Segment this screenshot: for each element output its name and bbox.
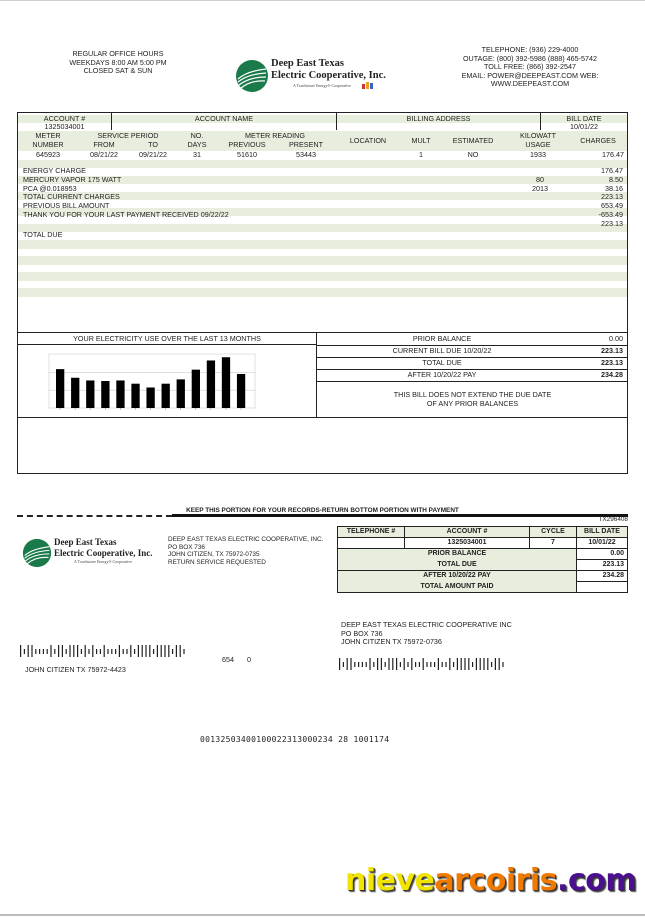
chart-title-divider — [17, 344, 317, 345]
barcode-bar — [502, 662, 503, 667]
stub-cycle-header: CYCLE — [530, 527, 577, 538]
barcode-bar — [54, 649, 55, 654]
logo-tagline: A Touchstone Energy® Cooperative — [293, 83, 352, 88]
postal-barcode-remit — [339, 658, 509, 670]
barcode-bar — [85, 645, 86, 657]
barcode-bar — [358, 662, 359, 667]
barcode-bar — [491, 662, 492, 667]
usage-bar — [146, 387, 154, 408]
barcode-bar — [66, 649, 67, 654]
usage-bar — [237, 374, 245, 408]
barcode-bar — [373, 662, 374, 667]
summary-bottom-line — [17, 417, 628, 418]
stub-prior-balance-value: 0.00 — [577, 549, 628, 560]
service-period-header: SERVICE PERIOD — [97, 131, 159, 140]
remit-address-line3: JOHN CITIZEN TX 75972-0736 — [341, 637, 442, 647]
office-hours-weekdays: WEEKDAYS 8:00 AM 5:00 PM — [69, 57, 167, 67]
kwh-value: 1933 — [530, 150, 546, 159]
barcode-bar — [172, 649, 173, 654]
charge-label: TOTAL DUE — [23, 229, 63, 239]
from-value: 08/21/22 — [90, 150, 118, 159]
charge-amount: -653.49 — [598, 210, 623, 219]
return-address-line4: RETURN SERVICE REQUESTED — [168, 558, 266, 566]
meter-number-value: 645923 — [36, 150, 60, 159]
barcode-bar — [69, 645, 70, 657]
barcode-bar — [183, 649, 184, 654]
return-address-line2: PO BOX 736 — [168, 543, 205, 551]
telephone: TELEPHONE: (936) 229-4000 — [481, 45, 579, 54]
barcode-bar — [107, 649, 108, 654]
toll-free: TOLL FREE: (866) 392-2547 — [484, 62, 576, 72]
barcode-bar — [339, 658, 340, 670]
barcode-bar — [411, 658, 412, 670]
barcode-bar — [366, 662, 367, 667]
barcode-bar — [495, 658, 496, 670]
charges-value: 176.47 — [602, 150, 624, 159]
estimated-value: NO — [467, 150, 479, 159]
section-divider — [17, 332, 628, 333]
barcode-bar — [20, 645, 21, 657]
mult-header: MULT — [411, 136, 431, 145]
summary-row-divider — [317, 381, 628, 382]
charge-amount: 176.47 — [601, 166, 623, 175]
barcode-bar — [434, 662, 435, 667]
barcode-bar — [407, 662, 408, 667]
barcode-bar — [81, 649, 82, 654]
stub-logo-line1: Deep East Texas — [54, 537, 117, 547]
email: EMAIL: POWER@DEEPEAST.COM WEB: — [461, 70, 599, 80]
stub-amount-paid-label: TOTAL AMOUNT PAID — [338, 582, 577, 593]
account-name-label: ACCOUNT NAME — [194, 114, 254, 123]
barcode-bar — [176, 645, 177, 657]
usage-bar — [116, 380, 124, 408]
usage-bar — [162, 384, 170, 408]
meter-header-line1: METER — [35, 131, 61, 140]
bill-date-label: BILL DATE — [566, 114, 602, 123]
summary-label: AFTER 10/20/22 PAY — [407, 370, 477, 379]
previous-value: 51610 — [237, 150, 257, 159]
usage-bar — [56, 369, 64, 408]
present-value: 53443 — [296, 150, 316, 159]
office-hours — [38, 50, 198, 76]
barcode-bar — [392, 658, 393, 670]
stub-total-due-label: TOTAL DUE — [338, 560, 577, 571]
barcode-bar — [404, 658, 405, 670]
stub-logo-line2: Electric Cooperative, Inc. — [54, 548, 153, 558]
due-date-notice — [317, 391, 628, 408]
charge-label: PCA @0.018953 — [23, 183, 77, 193]
barcode-bar — [43, 649, 44, 654]
meter-header-line2: NUMBER — [32, 139, 64, 149]
charge-usage: 80 — [536, 174, 544, 184]
barcode-bar — [430, 662, 431, 667]
company-logo — [235, 57, 385, 95]
summary-value: 0.00 — [609, 334, 623, 343]
barcode-bar — [468, 658, 469, 670]
barcode-bar — [157, 645, 158, 657]
billing-address-label: BILLING ADDRESS — [406, 114, 471, 123]
charges-header: CHARGES — [580, 136, 616, 145]
kwh-header-line1: KILOWATT — [520, 131, 556, 140]
barcode-bar — [369, 658, 370, 670]
barcode-bar — [134, 649, 135, 654]
meter-number-header — [20, 132, 76, 149]
barcode-bar — [130, 645, 131, 657]
barcode-bar — [142, 645, 143, 657]
charge-label: MERCURY VAPOR 175 WATT — [23, 174, 122, 184]
summary-label: PRIOR BALANCE — [412, 334, 472, 343]
barcode-bar — [88, 649, 89, 654]
return-portion-instruction: KEEP THIS PORTION FOR YOUR RECORDS-RETURN BOTTOM PORTION WITH PAYMENT — [186, 507, 459, 514]
return-address-line3: JOHN CITIZEN, TX 75972-0735 — [168, 551, 260, 559]
amount-paid-field[interactable] — [577, 582, 628, 593]
watermark-part3: .com — [557, 863, 637, 898]
watermark — [345, 863, 636, 898]
barcode-bar — [354, 662, 355, 667]
bill-date-value: 10/01/22 — [570, 122, 598, 131]
summary-label: CURRENT BILL DUE 10/20/22 — [392, 346, 492, 355]
globe-logo-icon — [235, 59, 269, 93]
charge-amount: 8.50 — [609, 174, 623, 184]
barcode-bar — [396, 658, 397, 670]
barcode-bar — [453, 662, 454, 667]
barcode-bar — [400, 662, 401, 667]
barcode-bar — [138, 645, 139, 657]
usage-bar — [207, 360, 215, 408]
charge-amount: 38.16 — [605, 183, 623, 193]
stub-telephone-header: TELEPHONE # — [338, 527, 405, 538]
barcode-bar — [381, 658, 382, 670]
tear-line-dashed — [17, 515, 172, 519]
days-header — [180, 132, 214, 149]
barcode-bar — [126, 649, 127, 654]
present-header: PRESENT — [289, 140, 323, 149]
stub-logo-tagline: A Touchstone Energy® Cooperative — [74, 559, 133, 564]
barcode-bar — [168, 645, 169, 657]
watermark-part2: arcoiris — [434, 863, 558, 898]
barcode-bar — [483, 658, 484, 670]
stripe-row — [18, 272, 627, 281]
barcode-bar — [35, 649, 36, 654]
stub-prior-balance-label: PRIOR BALANCE — [338, 549, 577, 560]
barcode-bar — [149, 645, 150, 657]
barcode-bar — [487, 658, 488, 670]
barcode-bar — [77, 645, 78, 657]
outage-phone: OUTAGE: (800) 392-5986 (888) 465-5742 — [462, 53, 598, 63]
barcode-bar — [472, 662, 473, 667]
usage-bar — [71, 378, 79, 408]
stub-cycle-value: 7 — [530, 538, 577, 549]
barcode-bar — [111, 649, 112, 654]
barcode-bar — [499, 658, 500, 670]
usage-bar — [101, 381, 109, 408]
charge-usage: 2013 — [532, 183, 548, 193]
barcode-bar — [350, 658, 351, 670]
barcode-bar — [419, 662, 420, 667]
barcode-bar — [115, 649, 116, 654]
days-value: 31 — [193, 150, 201, 159]
summary-value: 223.13 — [601, 358, 623, 367]
barcode-bar — [50, 645, 51, 657]
touchstone-icon — [362, 81, 374, 89]
summary-row-divider — [317, 357, 628, 358]
charge-amount: 223.13 — [601, 192, 623, 202]
barcode-bar — [104, 645, 105, 657]
barcode-bar — [58, 645, 59, 657]
usage-chart-title: YOUR ELECTRICITY USE OVER THE LAST 13 MONTHS — [73, 334, 261, 343]
customer-address: JOHN CITIZEN TX 75972-4423 — [25, 665, 126, 674]
mult-value: 1 — [419, 150, 423, 159]
office-hours-title: REGULAR OFFICE HOURS — [72, 49, 164, 58]
estimated-header: ESTIMATED — [452, 136, 494, 145]
barcode-bar — [39, 649, 40, 654]
summary-value: 223.13 — [601, 346, 623, 355]
barcode-bar — [343, 662, 344, 667]
postal-barcode-customer — [20, 645, 190, 657]
barcode-bar — [461, 658, 462, 670]
watermark-part1: nieve — [345, 863, 435, 898]
stub-total-due-value: 223.13 — [577, 560, 628, 571]
charge-amount: 653.49 — [601, 201, 623, 211]
payment-stub-table — [337, 526, 628, 593]
usage-bar — [192, 370, 200, 408]
contact-info — [430, 46, 630, 89]
barcode-bar — [31, 645, 32, 657]
barcode-bar — [415, 662, 416, 667]
barcode-bar — [457, 658, 458, 670]
barcode-bar — [28, 645, 29, 657]
stub-bill-date-value: 10/01/22 — [577, 538, 628, 549]
to-value: 09/21/22 — [139, 150, 167, 159]
barcode-bar — [423, 658, 424, 670]
header-top-line — [17, 112, 628, 113]
barcode-bar — [449, 658, 450, 670]
usage-bar — [86, 380, 94, 408]
form-code: TX296408 — [598, 516, 628, 523]
barcode-bar — [445, 662, 446, 667]
stub-late-amount-value: 234.28 — [577, 571, 628, 582]
previous-header: PREVIOUS — [228, 140, 266, 149]
remit-address-line2: PO BOX 736 — [341, 628, 383, 638]
charge-row — [0, 211, 645, 220]
barcode-bar — [119, 645, 120, 657]
notice-line1: THIS BILL DOES NOT EXTEND THE DUE DATE — [393, 390, 552, 399]
charge-label: PREVIOUS BILL AMOUNT — [23, 201, 110, 211]
stub-account-value: 1325034001 — [405, 538, 530, 549]
charge-row — [0, 176, 645, 185]
barcode-bar — [24, 649, 25, 654]
stripe-row — [18, 288, 627, 297]
kwh-header-line2: USAGE — [525, 139, 551, 149]
stripe-row — [18, 240, 627, 249]
barcode-bar — [96, 649, 97, 654]
meter-reading-header: METER READING — [245, 131, 305, 140]
barcode-bar — [145, 645, 146, 657]
barcode-bar — [153, 649, 154, 654]
usage-bar-chart — [47, 350, 257, 414]
barcode-bar — [123, 649, 124, 654]
charge-row — [0, 231, 645, 240]
account-no-label: ACCOUNT # — [43, 114, 86, 123]
charge-row — [0, 220, 645, 229]
route-code: 654 — [222, 655, 234, 664]
kwh-header — [508, 132, 568, 149]
stub-account-header: ACCOUNT # — [405, 527, 530, 538]
barcode-bar — [347, 658, 348, 670]
website: WWW.DEEPEAST.COM — [490, 79, 570, 89]
barcode-bar — [438, 658, 439, 670]
logo-line2: Electric Cooperative, Inc. — [271, 70, 386, 81]
stub-late-amount-label: AFTER 10/20/22 PAY — [338, 571, 577, 582]
notice-line2: OF ANY PRIOR BALANCES — [426, 398, 519, 408]
bottom-border — [0, 914, 645, 916]
stub-bill-date-header: BILL DATE — [577, 527, 628, 538]
charge-label: THANK YOU FOR YOUR LAST PAYMENT RECEIVED 09/22/22 — [23, 210, 229, 219]
remit-address — [341, 621, 621, 647]
charge-amount: 223.13 — [601, 218, 623, 228]
account-no-value: 1325034001 — [44, 122, 85, 131]
sequence-code: 0 — [247, 655, 251, 664]
barcode-bar — [377, 658, 378, 670]
barcode-bar — [180, 645, 181, 657]
return-address-line1: DEEP EAST TEXAS ELECTRIC COOPERATIVE, INC. — [168, 536, 324, 543]
days-header-line2: DAYS — [187, 139, 207, 149]
barcode-bar — [442, 662, 443, 667]
from-header: FROM — [93, 140, 115, 149]
usage-bar — [131, 384, 139, 408]
barcode-bar — [388, 658, 389, 670]
stripe-row — [18, 256, 627, 265]
barcode-bar — [362, 662, 363, 667]
barcode-bar — [92, 645, 93, 657]
barcode-bar — [164, 645, 165, 657]
barcode-bar — [47, 649, 48, 654]
usage-bar — [222, 357, 230, 408]
barcode-bar — [476, 658, 477, 670]
remit-address-line1: DEEP EAST TEXAS ELECTRIC COOPERATIVE INC — [341, 620, 512, 629]
to-header: TO — [148, 140, 158, 149]
barcode-bar — [100, 649, 101, 654]
days-header-line1: NO. — [190, 131, 204, 140]
stub-company-logo — [22, 536, 172, 574]
barcode-bar — [464, 658, 465, 670]
charge-label: TOTAL CURRENT CHARGES — [23, 192, 120, 202]
barcode-bar — [385, 662, 386, 667]
top-border — [0, 0, 645, 1]
location-header: LOCATION — [349, 136, 387, 145]
barcode-bar — [73, 645, 74, 657]
return-address — [168, 536, 338, 566]
barcode-bar — [426, 662, 427, 667]
charge-label: ENERGY CHARGE — [23, 166, 86, 175]
office-hours-weekend: CLOSED SAT & SUN — [83, 66, 153, 76]
summary-label: TOTAL DUE — [422, 358, 462, 367]
barcode-bar — [62, 645, 63, 657]
usage-bar — [177, 379, 185, 408]
barcode-bar — [480, 658, 481, 670]
stub-telephone-value — [338, 538, 405, 549]
globe-logo-icon — [22, 538, 52, 568]
summary-value: 234.28 — [601, 370, 623, 379]
logo-line1: Deep East Texas — [271, 58, 344, 69]
barcode-bar — [161, 645, 162, 657]
ocr-scanline: 00132503400100022313000234 28 1001174 — [200, 735, 390, 744]
